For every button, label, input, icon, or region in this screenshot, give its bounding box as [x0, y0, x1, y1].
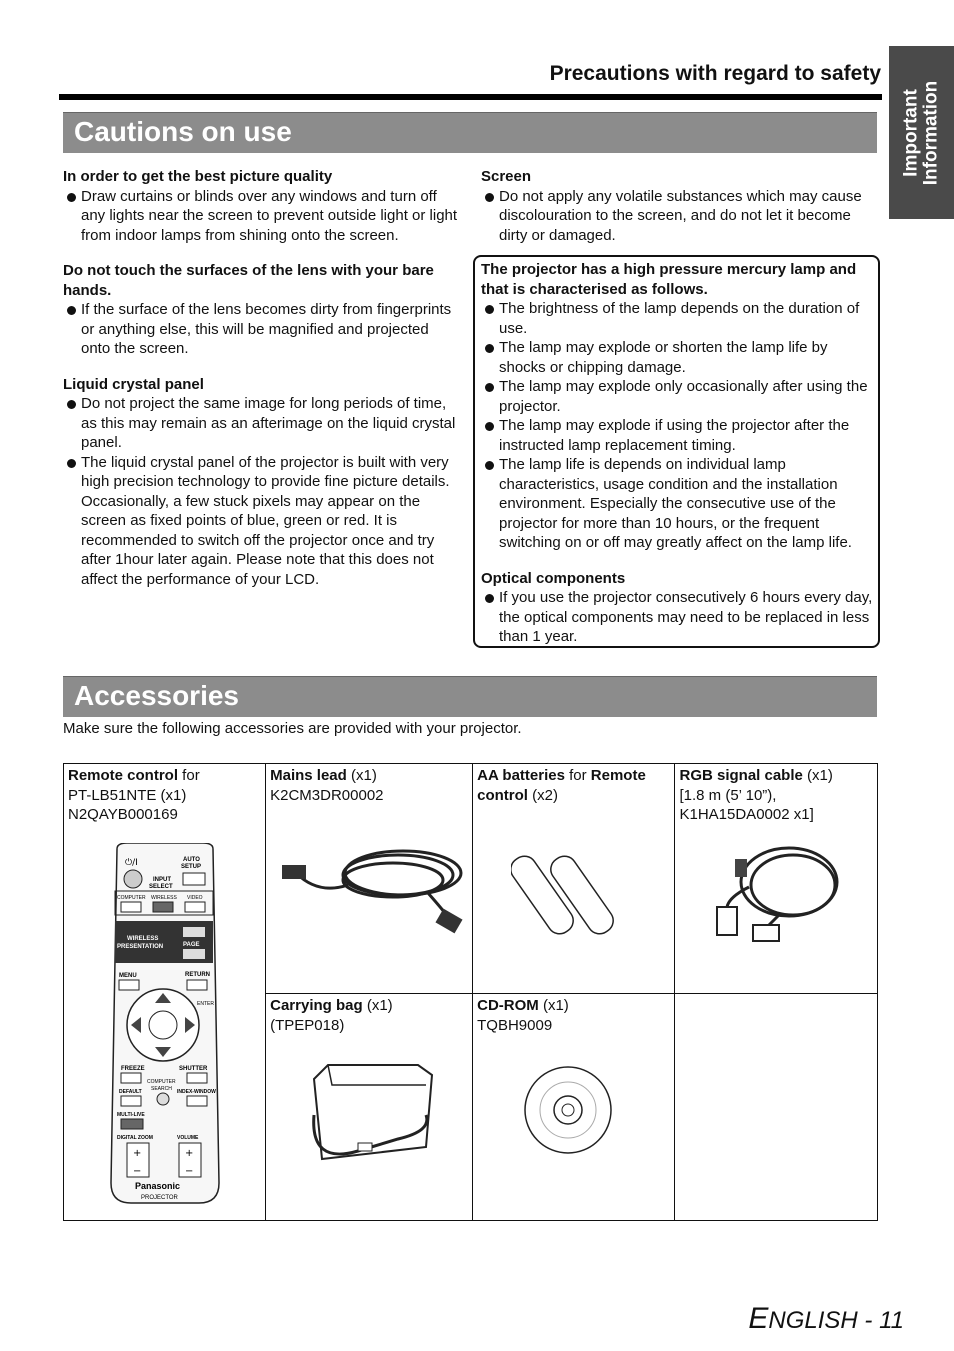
cd-rom-qty: (x1): [538, 997, 569, 1014]
carrying-bag-name: Carrying bag: [270, 997, 363, 1014]
svg-text:VOLUME: VOLUME: [177, 1134, 199, 1141]
lamp-warning-content: [481, 260, 877, 647]
remote-projector-label: PROJECTOR: [141, 1194, 178, 1201]
svg-text:MENU: MENU: [119, 972, 137, 979]
side-tab-important-information: [889, 46, 954, 219]
mains-lead-illustration: [278, 835, 468, 935]
list-item: The lamp may explode if using the projector after the instructed lamp replacement timing.: [481, 416, 877, 455]
side-tab-label: Important Information: [900, 80, 942, 185]
svg-text:FREEZE: FREEZE: [121, 1065, 145, 1072]
carrying-bag-qty: (x1): [362, 997, 393, 1014]
svg-text:WIRELESS: WIRELESS: [151, 894, 177, 901]
svg-text:AUTO: AUTO: [183, 856, 200, 863]
mains-lead-name: Mains lead: [270, 767, 347, 784]
mains-lead-cell: [266, 764, 473, 994]
cautions-heading: Cautions on use: [74, 116, 292, 147]
carrying-bag-cell: [266, 994, 473, 1221]
svg-text:DIGITAL ZOOM: DIGITAL ZOOM: [117, 1134, 153, 1141]
list-item: The brightness of the lamp depends on the duration of use.: [481, 299, 877, 338]
empty-cell: [675, 994, 878, 1221]
remote-power-label: ⏻/I: [125, 857, 138, 868]
svg-text:SEARCH: SEARCH: [151, 1085, 172, 1092]
cautions-section-bar: [63, 112, 877, 153]
remote-control-name: Remote control: [68, 767, 179, 784]
aa-batteries-remote: Remote control: [477, 767, 646, 804]
rgb-cable-part: K1HA15DA0002 x1]: [679, 806, 814, 823]
remote-brand-label: Panasonic: [135, 1180, 181, 1191]
svg-text:+: +: [133, 1147, 142, 1159]
lamp-block: [481, 260, 877, 553]
list-item: The lamp may explode only occasionally after using the projector.: [481, 377, 877, 416]
aa-batteries-qty: (x2): [527, 786, 558, 804]
svg-text:−: −: [185, 1165, 194, 1177]
optical-title: Optical components: [481, 569, 626, 587]
page-header-title: Precautions with regard to safety: [549, 62, 881, 85]
svg-text:−: −: [133, 1165, 142, 1177]
aa-batteries-cell: [473, 764, 675, 994]
header-rule: [59, 94, 882, 100]
svg-text:INPUT: INPUT: [153, 876, 171, 883]
lens-block: [63, 261, 458, 359]
mains-lead-part: K2CM3DR00002: [270, 786, 384, 804]
svg-text:SHUTTER: SHUTTER: [179, 1065, 208, 1072]
svg-text:RETURN: RETURN: [185, 971, 210, 978]
svg-text:SELECT: SELECT: [149, 883, 173, 890]
lcd-panel-block: [63, 375, 458, 590]
svg-text:MULTI-LIVE: MULTI-LIVE: [117, 1111, 145, 1118]
aa-batteries-name: AA batteries: [477, 767, 565, 784]
svg-text:ENTER: ENTER: [197, 1000, 214, 1007]
aa-batteries-for: for: [564, 767, 591, 784]
optical-block: [481, 569, 877, 647]
list-item: The liquid crystal panel of the projector is built with very high precision technology to provide fine picture details. Occasionally, a few stuck pixels may appear on the screen as fixed points of blue, green or red. It is recommended to switch off the projector once and try after 1hour later again. Please note that this does not affect the performance of your LCD.: [63, 453, 458, 590]
list-item: If you use the projector consecutively 6 hours every day, the optical components may need to be replaced in less than 1 year.: [481, 588, 877, 647]
cd-rom-part: TQBH9009: [477, 1016, 553, 1034]
svg-text:VIDEO: VIDEO: [187, 894, 203, 901]
accessories-section-bar: [63, 676, 877, 717]
carrying-bag-part: (TPEP018): [270, 1016, 345, 1034]
svg-text:PRESENTATION: PRESENTATION: [117, 943, 164, 950]
picture-quality-title: In order to get the best picture quality: [63, 168, 333, 185]
svg-text:PAGE: PAGE: [183, 941, 200, 948]
footer-initial: E: [748, 1302, 769, 1335]
lens-title: Do not touch the surfaces of the lens with your bare hands.: [63, 262, 434, 299]
rgb-cable-cell: [675, 764, 878, 994]
list-item: The lamp may explode or shorten the lamp life by shocks or chipping damage.: [481, 338, 877, 377]
list-item: Do not project the same image for long periods of time, as this may remain as an afterimage on the liquid crystal panel.: [63, 394, 458, 453]
page-footer: [748, 1302, 904, 1336]
picture-quality-block: [63, 167, 458, 245]
svg-text:SETUP: SETUP: [181, 863, 202, 870]
list-item: Do not apply any volatile substances which may cause discolouration to the screen, and do not let it become dirty or damaged.: [481, 187, 876, 246]
accessories-intro: Make sure the following accessories are provided with your projector.: [63, 720, 522, 737]
cautions-left-column: [63, 167, 458, 605]
list-item: The lamp life is depends on individual lamp characteristics, usage condition and the installation environment. Especially the consecutive use of the projector for more than 10 hours, or the frequent switching on or off may greatly affect on the lamp life.: [481, 455, 877, 553]
list-item: If the surface of the lens becomes dirty from fingerprints or anything else, this will be magnified and projected onto the screen.: [63, 300, 458, 359]
rgb-cable-qty: (x1): [802, 767, 833, 784]
svg-text:WIRELESS: WIRELESS: [127, 935, 159, 942]
screen-block: [481, 167, 876, 245]
lamp-title: The projector has a high pressure mercury lamp and that is characterised as follows.: [481, 261, 857, 298]
svg-text:COMPUTER: COMPUTER: [117, 894, 146, 901]
carrying-bag-illustration: [308, 1055, 438, 1175]
lcd-panel-title: Liquid crystal panel: [63, 375, 204, 393]
rgb-cable-name: RGB signal cable: [679, 767, 803, 784]
remote-control-illustration: [109, 843, 221, 1205]
rgb-cable-length: [1.8 m (5’ 10”),: [679, 786, 777, 804]
footer-label: NGLISH - 11: [768, 1307, 904, 1334]
cd-rom-name: CD-ROM: [477, 997, 539, 1014]
svg-text:+: +: [185, 1147, 194, 1159]
accessories-table: [63, 763, 878, 1221]
aa-batteries-illustration: [511, 845, 641, 945]
screen-title: Screen: [481, 168, 532, 185]
rgb-cable-illustration: [709, 837, 849, 947]
remote-control-cell: [64, 764, 266, 1221]
svg-text:INDEX-WINDOW: INDEX-WINDOW: [177, 1088, 216, 1095]
list-item: Draw curtains or blinds over any windows and turn off any lights near the screen to prevent outside light or light from indoor lamps from shining onto the screen.: [63, 187, 458, 246]
cd-rom-illustration: [523, 1065, 613, 1155]
svg-text:COMPUTER: COMPUTER: [147, 1078, 176, 1085]
remote-control-model: PT-LB51NTE (x1): [68, 786, 187, 804]
svg-text:DEFAULT: DEFAULT: [119, 1088, 142, 1095]
mains-lead-qty: (x1): [346, 767, 377, 784]
remote-control-part: N2QAYB000169: [68, 806, 178, 823]
remote-control-for: for: [178, 767, 200, 784]
cd-rom-cell: [473, 994, 675, 1221]
accessories-heading: Accessories: [74, 680, 240, 711]
